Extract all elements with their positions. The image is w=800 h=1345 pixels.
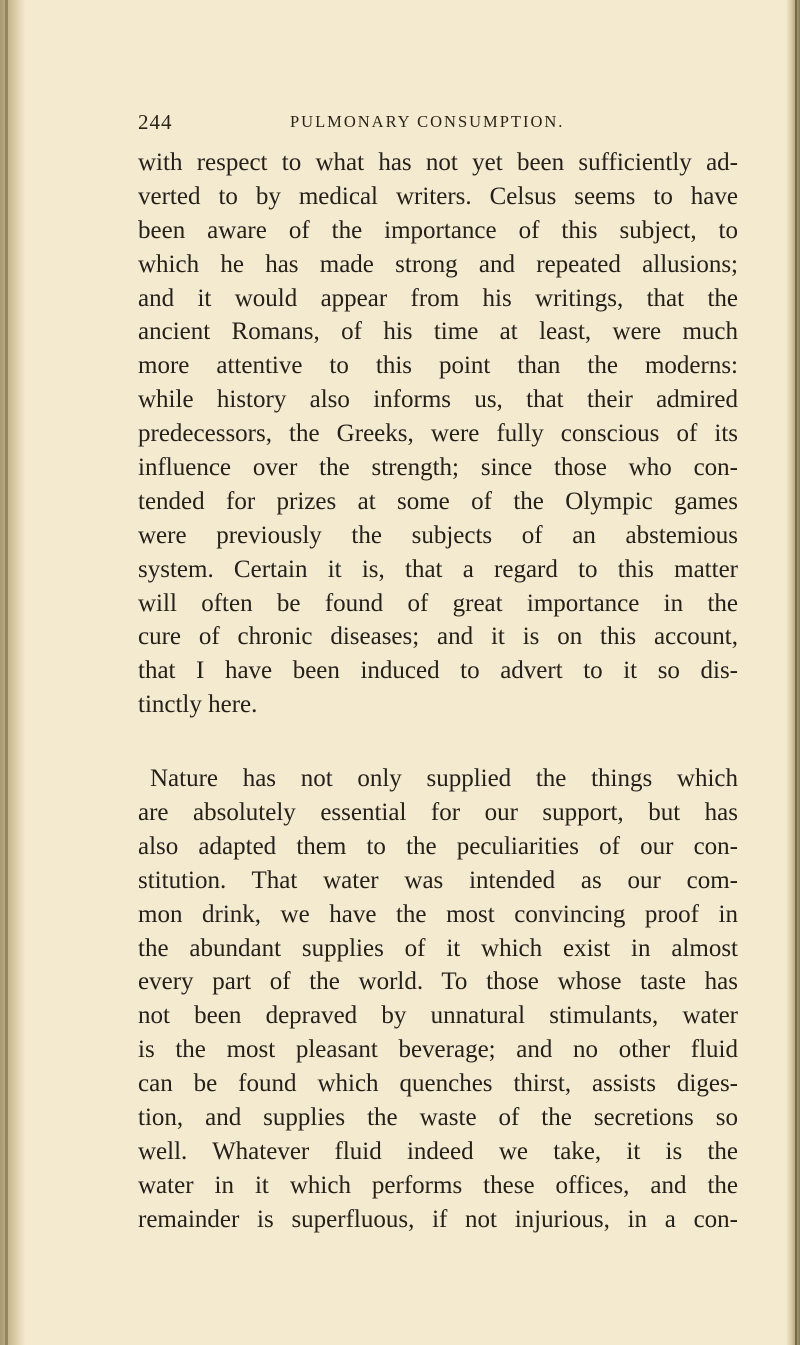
text-line: and it would appear from his writings, that the <box>138 284 738 312</box>
text-line: are absolutely essential for our support, but has <box>138 799 738 827</box>
text-line: system. Certain it is, that a regard to this matter <box>138 555 738 583</box>
text-line: that I have been induced to advert to it so dis- <box>138 657 738 685</box>
text-line: while history also informs us, that their admired <box>138 386 738 414</box>
text-line: every part of the world. To those whose taste has <box>138 968 738 996</box>
paragraph-2 <box>138 762 738 1236</box>
text-line: will often be found of great importance in the <box>138 589 738 617</box>
page-edge-line <box>795 0 797 1345</box>
page-edge-shadow <box>786 0 800 1345</box>
text-line: Nature has not only supplied the things which <box>150 765 738 793</box>
text-line: with respect to what has not yet been sufficiently ad- <box>138 149 738 176</box>
text-line: cure of chronic diseases; and it is on this account, <box>138 623 738 651</box>
text-line: tended for prizes at some of the Olympic games <box>138 487 738 515</box>
text-line: predecessors, the Greeks, were fully conscious of its <box>138 420 738 448</box>
text-line: well. Whatever fluid indeed we take, it is the <box>138 1137 738 1165</box>
text-line: verted to by medical writers. Celsus seems to have <box>138 182 738 210</box>
binding-edge-line <box>5 0 8 1345</box>
text-line: water in it which performs these offices, and the <box>138 1171 738 1199</box>
text-line: were previously the subjects of an abstemious <box>138 521 738 549</box>
running-title: PULMONARY CONSUMPTION. <box>290 112 565 131</box>
text-line: mon drink, we have the most convincing proof in <box>138 900 738 928</box>
text-line: not been depraved by unnatural stimulants, water <box>138 1002 738 1030</box>
text-line: also adapted them to the peculiarities of our con- <box>138 832 738 860</box>
binding-gutter <box>0 0 26 1345</box>
text-line: remainder is superfluous, if not injurious, in a con- <box>138 1205 738 1233</box>
text-line: ancient Romans, of his time at least, were much <box>138 318 738 346</box>
text-line: influence over the strength; since those who con- <box>138 454 738 482</box>
text-line: stitution. That water was intended as our com- <box>138 866 738 894</box>
text-line: more attentive to this point than the moderns: <box>138 352 738 380</box>
paragraph-gap <box>138 722 738 762</box>
text-line: been aware of the importance of this subject, to <box>138 216 738 244</box>
text-line: can be found which quenches thirst, assists diges- <box>138 1070 738 1098</box>
text-line: tinctly here. <box>138 691 258 719</box>
page-number: 244 <box>138 110 173 134</box>
text-line: the abundant supplies of it which exist in almost <box>138 934 738 962</box>
paragraph-1 <box>138 146 738 722</box>
text-line: is the most pleasant beverage; and no other fluid <box>138 1036 738 1064</box>
body-text <box>138 146 738 1237</box>
text-line: tion, and supplies the waste of the secretions so <box>138 1104 738 1132</box>
running-head <box>138 110 738 140</box>
text-line: which he has made strong and repeated allusions; <box>138 250 738 278</box>
